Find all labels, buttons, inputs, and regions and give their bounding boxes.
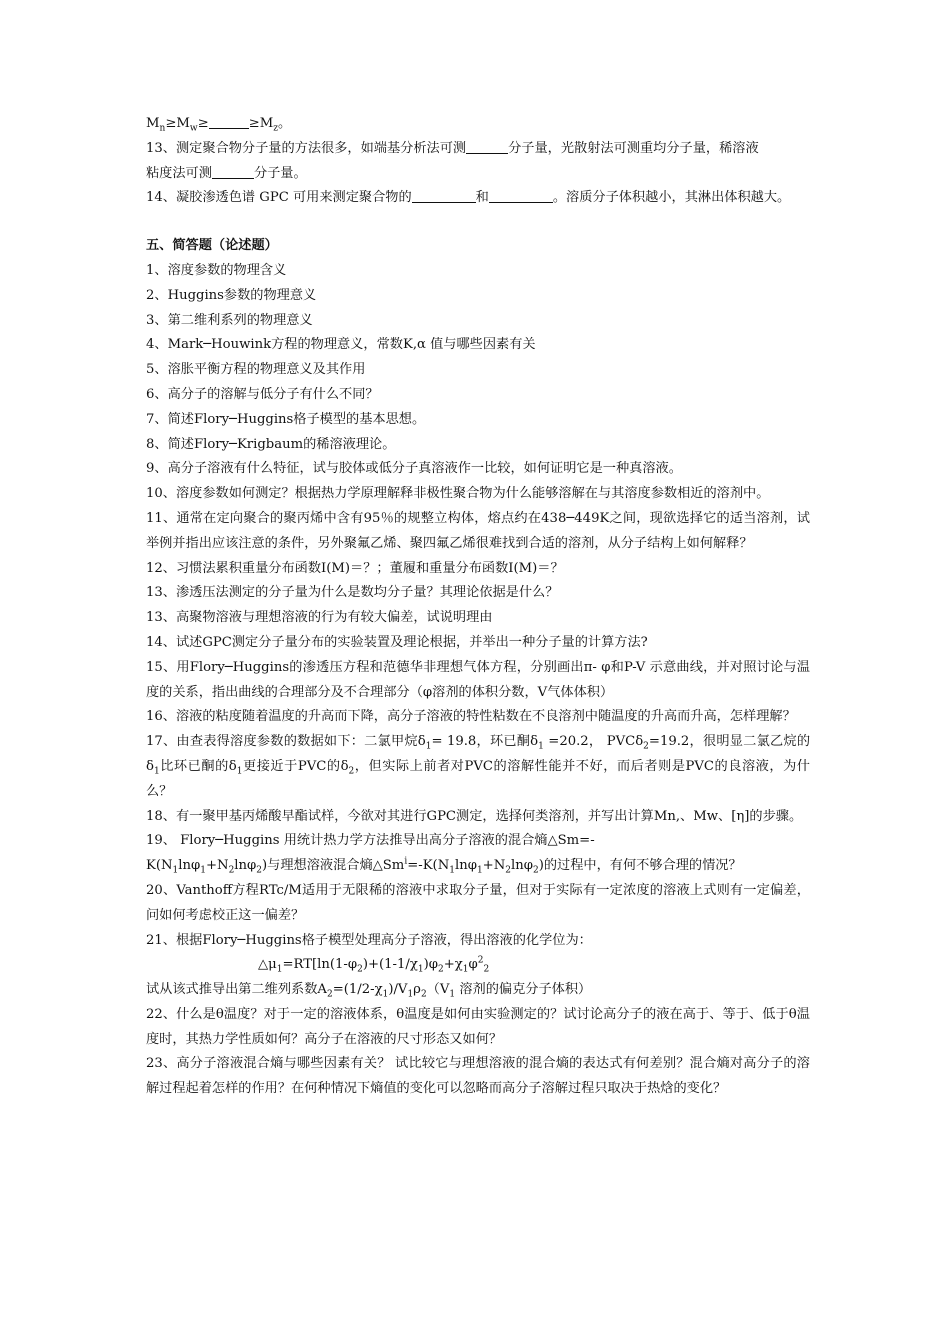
- question-21-line1: 21、根据Flory─Huggins格子模型处理高分子溶液，得出溶液的化学位为：: [146, 932, 592, 948]
- question-item: 3、第二维利系列的物理意义: [146, 312, 313, 328]
- answer-blank[interactable]: [466, 138, 508, 154]
- question-23: 23、高分子溶液混合熵与哪些因素有关？ 试比较它与理想溶液的混合熵的表达式有何差别？混合熵对高分子的溶解过程起着怎样的作用？在何种情况下熵值的变化可以忽略而高分子溶解过程只取决于热焓的变化？: [146, 1056, 810, 1097]
- question-item: 12、习惯法累积重量分布函数Ι(M)＝？；董履和重量分布函数Ι(M)＝？: [146, 560, 564, 576]
- question-13-fill-line2: 粘度法可测 分子量。: [146, 162, 810, 187]
- question-item: 7、简述Flory─Huggins格子模型的基本思想。: [146, 411, 426, 427]
- document-page: [146, 112, 810, 1102]
- question-13-fill: 13、测定聚合物分子量的方法很多，如端基分析法可测 分子量，光散射法可测重均分子量，稀溶液: [146, 137, 810, 162]
- question-item: 2、Huggins参数的物理意义: [146, 287, 317, 303]
- question-item: 14、试述GPC测定分子量分布的实验装置及理论根据，并举出一种分子量的计算方法?: [146, 634, 648, 650]
- question-item: 10、溶度参数如何测定？根据热力学原理解释非极性聚合物为什么能够溶解在与其溶度参数相近的溶剂中。: [146, 486, 770, 502]
- chemical-potential-formula: $\triangle\mu_1=RT[\ln(1-\varphi_2)+(1-1/\chi_1)\varphi_2+\chi_1\varphi^2_2$: [258, 955, 490, 975]
- answer-blank[interactable]: [212, 163, 254, 179]
- section-spacer: [146, 211, 810, 234]
- question-22: 22、什么是θ温度？对于一定的溶液体系，θ温度是如何由实验测定的？试讨论高分子的液在高于、等于、低于θ温度时，其热力学性质如何？高分子在溶液的尺寸形态又如何？: [146, 1006, 810, 1047]
- answer-blank[interactable]: [412, 187, 476, 203]
- question-item: 9、高分子溶液有什么特征，试与胶体或低分子真溶液作一比较，如何证明它是一种真溶液。: [146, 461, 682, 477]
- section-heading: 五、简答题（论述题）: [146, 238, 278, 254]
- question-item: 6、高分子的溶解与低分子有什么不同？: [146, 386, 379, 402]
- question-21-line3: 试从该式推导出第二维列系数$A_2=(1/2-\chi_1)/V_1\rho_2(V_1$ 溶剂的偏克分子体积）: [146, 982, 592, 1000]
- answer-blank[interactable]: [489, 187, 553, 203]
- answer-blank[interactable]: [209, 113, 249, 129]
- question-item: 8、简述Flory─Krigbaum的稀溶液理论。: [146, 436, 396, 452]
- question-item: 15、用Flory─Huggins的渗透压方程和范德华非理想气体方程，分别画出π- φ和P-V 示意曲线，并对照讨论与温度的关系，指出曲线的合理部分及不合理部分（φ溶剂的体积分数，V气体体积）: [146, 659, 810, 700]
- question-item: 1、溶度参数的物理含义: [146, 262, 287, 278]
- question-19-line2: $K(N_1\ln\varphi_1+N_2\ln\varphi_2)$与理想溶液混合熵$\triangle Sm^i=-K(N_1\ln\varphi_1+N_2\ln\varphi_2)$的过程中，有何不够合理的情况？: [146, 856, 742, 876]
- question-17: 17、由查表得溶度参数的数据如下：二氯甲烷$\delta_1= 19.8$，环已酮$\delta_1 =20.2$， PVCδ$_2$=19.2，很明显二氯乙烷的$\delta_1$比环已酮的$\delta_1$更接近于PVC的$\delta_2$，但实际上前者对PVC的溶解性能并不好，而后者则是PVC的良溶液，为什么？: [146, 734, 811, 799]
- question-item: 13、渗透压法测定的分子量为什么是数均分子量？其理论依据是什么？: [146, 585, 559, 601]
- question-19-line1: 19、 Flory─Huggins 用统计热力学方法推导出高分子溶液的混合熵△Sm=-: [146, 833, 595, 849]
- question-18: 18、有一聚甲基丙烯酸早酯试样，今欲对其进行GPC测定，选择何类溶剂，并写出计算Mn,、Mw、[η]的步骤。: [146, 808, 803, 824]
- question-item: 16、溶液的粘度随着温度的升高而下降，高分子溶液的特性粘数在不良溶剂中随温度的升高而升高，怎样理解？: [146, 709, 796, 725]
- fill-in-line-mn: $M_n\ge M_w\ge \ge M_z$。: [146, 112, 810, 137]
- question-item: 11、通常在定向聚合的聚丙烯中含有95％的规整立构体，熔点约在438─449Κ之间，现欲选择它的适当溶剂，试举例并指出应该注意的条件，另外聚氟乙烯、聚四氟乙烯很难找到合适的溶剂，从分子结构上如何解释？: [146, 510, 810, 551]
- question-item: 4、Mark─Houwink方程的物理意义，常数Κ,α 值与哪些因素有关: [146, 337, 536, 353]
- question-20: 20、Vanthoff方程RTc/M适用于无限稀的溶液中求取分子量，但对于实际有一定浓度的溶液上式则有一定偏差，问如何考虑校正这一偏差？: [146, 882, 810, 923]
- question-14-fill: 14、凝胶渗透色谱 GPC 可用来测定聚合物的 和 。溶质分子体积越小，其淋出体积越大。: [146, 186, 810, 211]
- question-item: 13、高聚物溶液与理想溶液的行为有较大偏差，试说明理由: [146, 610, 493, 626]
- question-item: 5、溶胀平衡方程的物理意义及其作用: [146, 362, 366, 378]
